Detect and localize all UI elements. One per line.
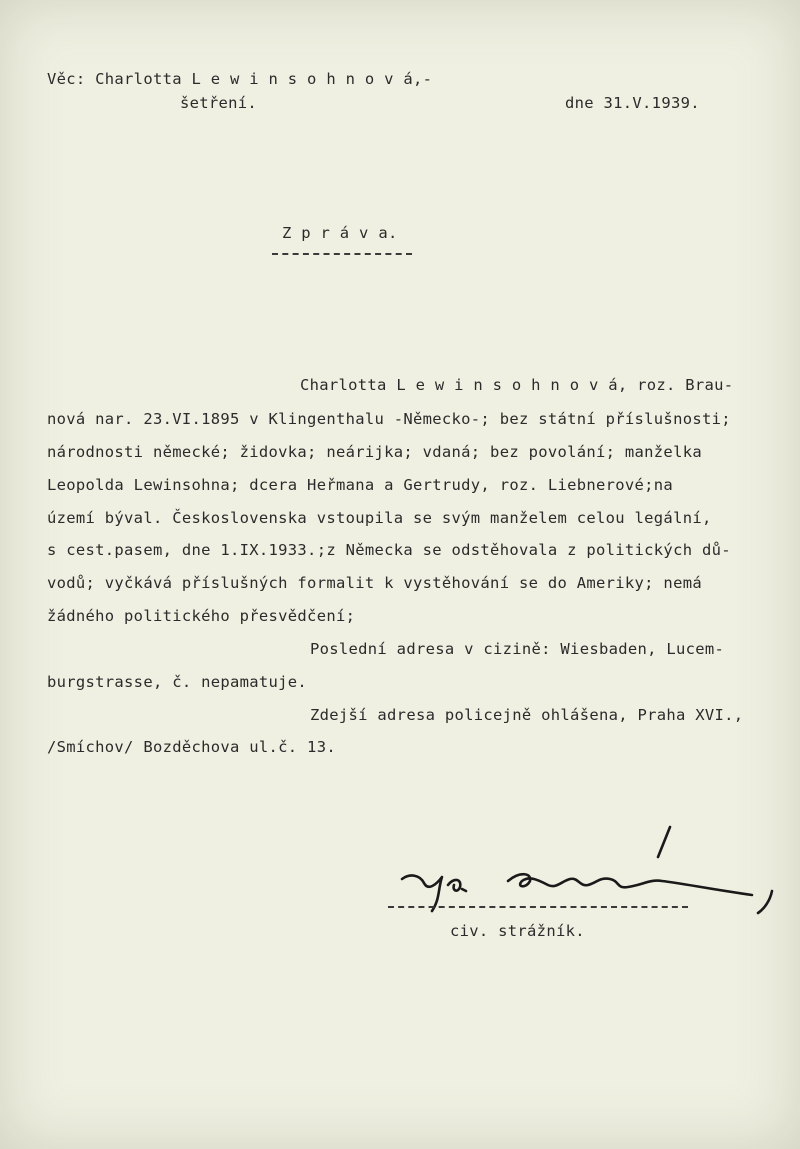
- body-line: s cest.pasem, dne 1.IX.1933.;z Německa se odstěhovala z politických dů-: [47, 541, 731, 559]
- body-line: vodů; vyčkává příslušných formalit k vystěhování se do Ameriky; nemá: [47, 574, 702, 592]
- body-line: žádného politického přesvědčení;: [47, 607, 356, 625]
- title-underline: [272, 253, 412, 255]
- subject-line-2: šetření.: [180, 94, 258, 112]
- subject-line-1: Věc: Charlotta L e w i n s o h n o v á,-: [47, 70, 433, 88]
- body-line: Charlotta L e w i n s o h n o v á, roz. Brau-: [300, 376, 734, 394]
- body-line: /Smíchov/ Bozděchova ul.č. 13.: [47, 738, 336, 756]
- handwritten-signature: [380, 815, 780, 925]
- body-line: burgstrasse, č. nepamatuje.: [47, 673, 308, 691]
- signature-line: [388, 906, 688, 908]
- officer-title: civ. strážník.: [450, 922, 585, 940]
- body-line: území býval. Československa vstoupila se svým manželem celou legální,: [47, 509, 712, 527]
- document-date: dne 31.V.1939.: [565, 94, 700, 112]
- body-line: Zdejší adresa policejně ohlášena, Praha XVI.,: [310, 706, 744, 724]
- document-title: Z p r á v a.: [282, 224, 398, 242]
- body-line: Poslední adresa v cizině: Wiesbaden, Lucem-: [310, 640, 725, 658]
- body-line: Leopolda Lewinsohna; dcera Heřmana a Gertrudy, roz. Liebnerové;na: [47, 476, 674, 494]
- body-line: národnosti německé; židovka; neárijka; vdaná; bez povolání; manželka: [47, 443, 702, 461]
- body-line: nová nar. 23.VI.1895 v Klingenthalu -Německo-; bez státní příslušnosti;: [47, 410, 731, 428]
